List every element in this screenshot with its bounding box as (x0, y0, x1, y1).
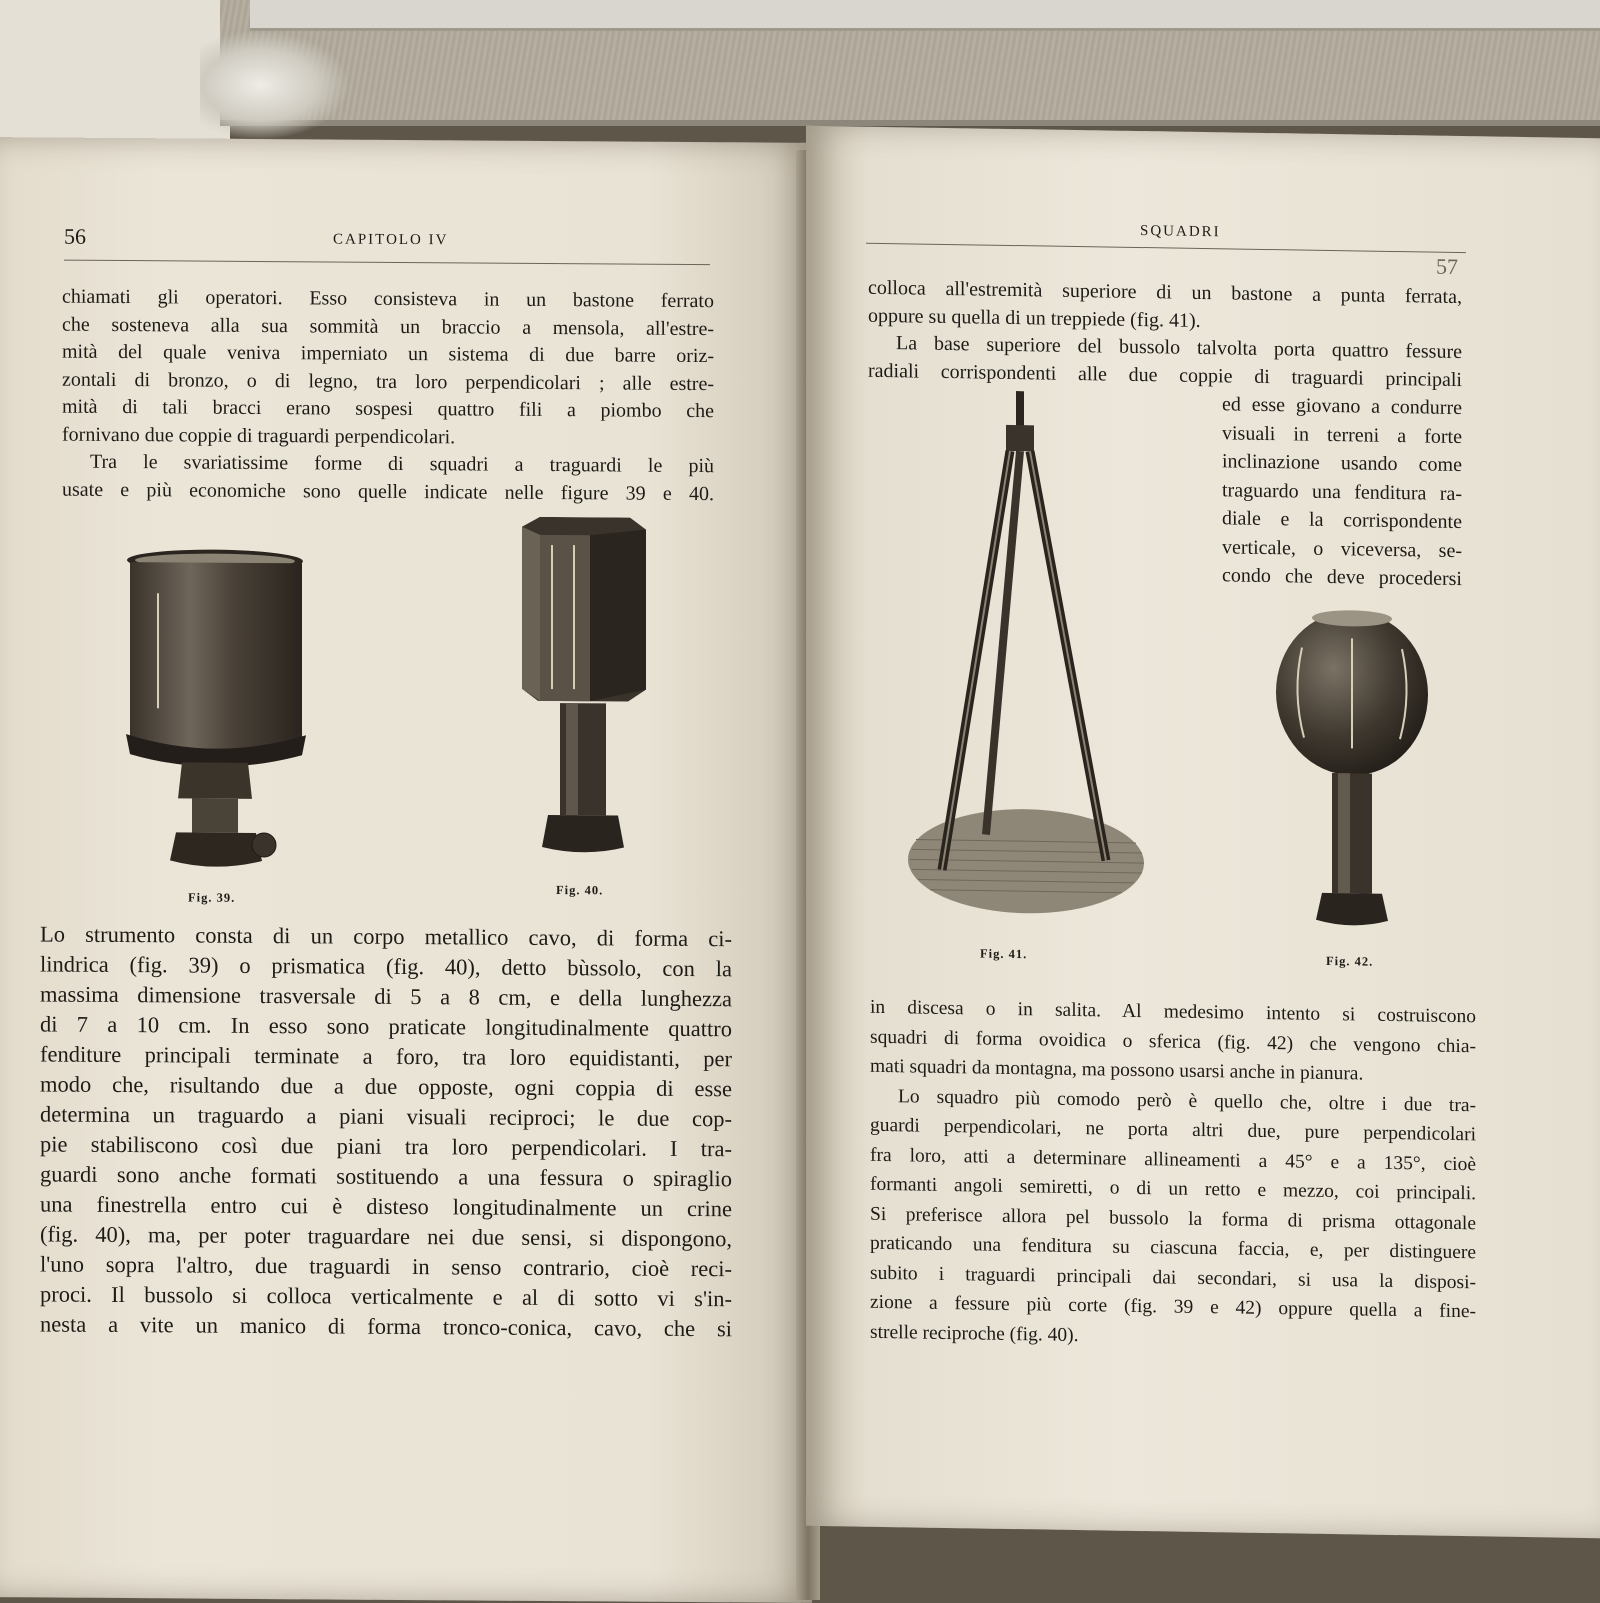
text-line: fornivano due coppie di traguardi perpendicolari. (62, 423, 456, 448)
text-line: una finestrella entro cui è disteso longitudinalmente un crine (40, 1191, 732, 1222)
text-line: diale e la corrispondente (1222, 507, 1462, 534)
text-line: formanti angoli semiretti, o di un retto e mezzo, coi principali. (870, 1173, 1476, 1205)
text-line: di 7 a 10 cm. In esso sono praticate longitudinalmente quattro (40, 1011, 732, 1042)
text-line: colloca all'estremità superiore di un bastone a punta ferrata, (868, 276, 1462, 309)
text-line: fenditure principali terminate a foro, tra loro equidistanti, per (40, 1041, 732, 1072)
text-line: squadri di forma ovoidica o sferica (fig. 42) che vengono chia- (870, 1026, 1476, 1057)
text-line: determina un traguardo a piani visuali reciproci; le due cop- (40, 1101, 732, 1132)
text-line: ed esse giovano a condurre (1222, 393, 1462, 420)
right-para-3 (870, 993, 1476, 1357)
text-line: zontali di bronzo, o di legno, tra loro perpendicolari ; alle estre- (62, 368, 714, 395)
fig-42-illustration (1272, 607, 1432, 940)
left-header-rule (64, 260, 710, 266)
text-line: proci. Il bussolo si colloca verticalmente e al di sotto vi s'in- (40, 1281, 732, 1312)
right-header-rule (866, 243, 1466, 253)
fig-40-illustration (520, 517, 650, 863)
background-tassel (200, 30, 350, 140)
text-line: radiali corrispondenti alle due coppie di traguardi principali (868, 359, 1462, 391)
text-line: lindrica (fig. 39) o prismatica (fig. 40), detto bùssolo, con la (40, 951, 732, 982)
text-line: mità del quale veniva imperniato un sistema di due barre oriz- (62, 340, 714, 368)
background-card (0, 0, 230, 140)
text-line: praticando una fenditura su ciascuna faccia, e, per distinguere (870, 1232, 1476, 1264)
text-line: subito i traguardi principali dai secondari, si usa la disposi- (870, 1262, 1476, 1293)
right-para-1 (868, 275, 1462, 394)
text-line: mità di tali bracci erano sospesi quattro fili a piombo che (62, 395, 714, 423)
right-running-head: SQUADRI (1140, 223, 1221, 241)
text-line: Si preferisce allora pel bussolo la forma di prisma ottagonale (870, 1203, 1476, 1234)
text-line: La base superiore del bussolo talvolta porta quattro fessure (896, 332, 1462, 364)
right-page (806, 126, 1600, 1538)
text-line: usate e più economiche sono quelle indicate nelle figure 39 e 40. (62, 478, 714, 505)
text-line: in discesa o in salita. Al medesimo intento si costruiscono (870, 996, 1476, 1028)
text-line: Tra le svariatissime forme di squadri a traguardi le più (90, 450, 714, 478)
text-line: inclinazione usando come (1222, 450, 1462, 477)
text-line: modo che, risultando due a due opposte, ogni coppia di esse (40, 1071, 732, 1102)
left-para-1 (62, 284, 714, 509)
text-line: chiamati gli operatori. Esso consisteva in un bastone ferrato (62, 285, 714, 313)
text-line: guardi sono anche formati sostituendo a una fessura o spiraglio (40, 1161, 732, 1192)
text-line: visuali in terreni a forte (1222, 421, 1462, 448)
left-running-head: CAPITOLO IV (333, 231, 449, 249)
text-line: nesta a vite un manico di forma tronco-conica, cavo, che si (40, 1311, 732, 1342)
left-page-number: 56 (64, 223, 86, 249)
right-page-number: 57 (1436, 253, 1458, 280)
fig-41-caption: Fig. 41. (980, 946, 1028, 962)
fig-42-caption: Fig. 42. (1326, 953, 1374, 969)
text-line: l'uno sopra l'altro, due traguardi in senso contrario, cioè reci- (40, 1251, 732, 1282)
left-page (0, 137, 812, 1603)
left-para-3 (40, 919, 732, 1344)
text-line: Lo strumento consta di un corpo metallico cavo, di forma ci- (40, 921, 732, 952)
text-line: oppure su quella di un treppiede (fig. 41). (868, 304, 1201, 332)
text-line: condo che deve procedersi (1222, 564, 1462, 591)
text-line: Lo squadro più comodo però è quello che, oltre i due tra- (898, 1085, 1476, 1116)
text-line: (fig. 40), ma, per poter traguardare nei due sensi, si dispongono, (40, 1221, 732, 1252)
fig-41-illustration (906, 389, 1146, 933)
text-line: massima dimensione trasversale di 5 a 8 cm, e della lunghezza (40, 981, 732, 1012)
text-line: zione a fessure più corte (fig. 39 e 42) oppure quella a fine- (870, 1291, 1476, 1323)
text-line: guardi perpendicolari, ne porta altri due, pure perpendicolari (870, 1114, 1476, 1146)
background-pouch-zipper (250, 0, 1600, 31)
fig-39-caption: Fig. 39. (188, 890, 236, 905)
text-line: verticale, o viceversa, se- (1222, 535, 1462, 562)
text-line: strelle reciproche (fig. 40). (870, 1321, 1079, 1346)
fig-40-caption: Fig. 40. (556, 883, 604, 898)
text-line: traguardo una fenditura ra- (1222, 478, 1462, 505)
fig-39-illustration (118, 548, 318, 879)
text-line: pie stabiliscono così due piani tra loro perpendicolari. I tra- (40, 1131, 732, 1162)
text-line: che sosteneva alla sua sommità un braccio a mensola, all'estre- (62, 313, 714, 340)
text-line: fra loro, atti a determinare allineamenti a 45° e a 135°, cioè (870, 1144, 1476, 1175)
text-line: mati squadri da montagna, ma possono usarsi anche in pianura. (870, 1055, 1364, 1085)
right-side-text (1222, 390, 1462, 593)
